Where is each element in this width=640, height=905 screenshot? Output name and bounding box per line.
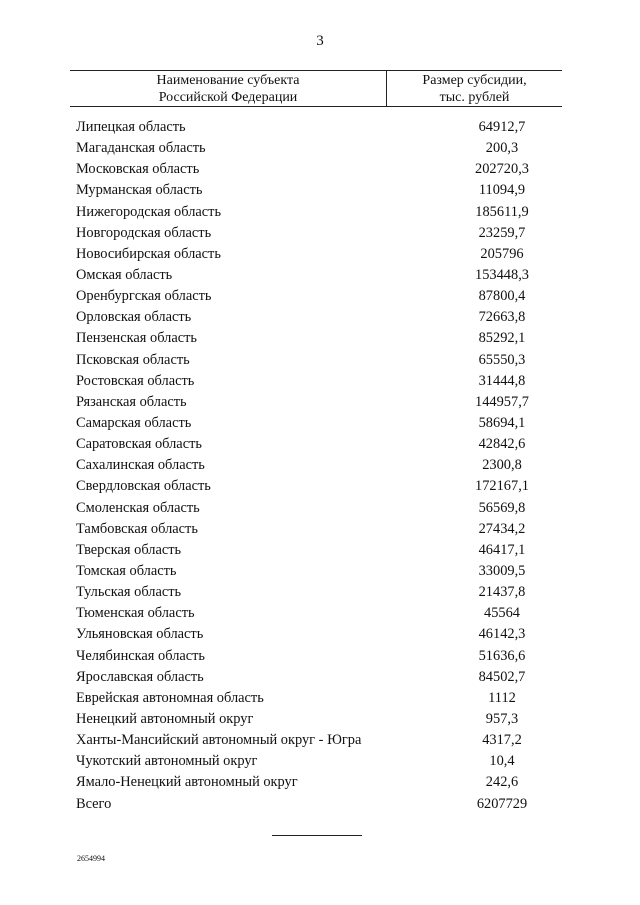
subsidy-amount: 202720,3 [475,161,529,178]
region-name: Ханты-Мансийский автономный округ - Югра [76,732,362,749]
subsidy-amount: 27434,2 [478,520,526,537]
table-row [0,138,640,159]
table-row [0,561,640,582]
region-name: Мурманская область [76,182,203,199]
region-name: Оренбургская область [76,288,212,305]
table-row [0,772,640,793]
header-region-name-line2: Российской Федерации [158,90,298,105]
table-body [0,117,640,815]
subsidy-amount: 51636,6 [478,647,526,664]
subsidy-amount: 144957,7 [475,393,529,410]
table-row [0,667,640,688]
table-row [0,519,640,540]
region-name: Чукотский автономный округ [76,753,258,770]
table-row [0,265,640,286]
region-name: Смоленская область [76,499,200,516]
table-row [0,328,640,349]
table-row [0,498,640,519]
table-row [0,434,640,455]
page-number: 3 [316,33,324,49]
subsidy-amount: 1112 [488,689,516,706]
table-row [0,794,640,815]
header-subsidy-amount-line2: тыс. рублей [439,90,510,105]
subsidy-amount: 4317,2 [482,732,522,749]
region-name: Липецкая область [76,119,186,135]
subsidy-amount: 45564 [484,605,520,622]
subsidy-amount: 46417,1 [478,541,526,558]
table-row [0,244,640,265]
region-name: Тверская область [76,541,182,558]
region-name: Омская область [76,266,173,283]
subsidy-amount: 21437,8 [478,584,526,601]
region-name: Новосибирская область [76,245,221,262]
subsidy-amount: 6207729 [476,795,528,812]
region-name: Самарская область [76,414,192,431]
region-name: Рязанская область [76,393,187,410]
end-of-document-rule [272,835,362,836]
table-row [0,371,640,392]
region-name: Ульяновская область [76,626,204,643]
table-row [0,624,640,645]
table-row [0,646,640,667]
table-row [0,307,640,328]
region-name: Тюменская область [76,605,195,622]
region-name: Ярославская область [76,668,204,685]
table-row [0,603,640,624]
subsidy-amount: 58694,1 [478,414,526,431]
region-name: Орловская область [76,309,192,326]
header-region-name-line1: Наименование субъекта [156,73,300,88]
subsidy-amount: 72663,8 [478,309,526,326]
region-name: Свердловская область [76,478,211,495]
subsidy-amount: 172167,1 [475,478,529,495]
subsidy-amount: 10,4 [489,753,515,770]
table-header-bottom-rule [70,106,562,107]
header-subsidy-amount-line1: Размер субсидии, [422,73,527,88]
table-row [0,709,640,730]
subsidy-amount: 23259,7 [478,224,526,241]
header-subsidy-amount [387,72,562,106]
region-name: Ямало-Ненецкий автономный округ [76,774,298,791]
table-row [0,751,640,772]
table-row [0,413,640,434]
region-name: Псковская область [76,351,190,368]
subsidy-amount: 153448,3 [475,266,529,283]
subsidy-amount: 85292,1 [478,330,526,347]
subsidy-amount: 64912,7 [478,119,526,135]
table-row [0,476,640,497]
region-name: Саратовская область [76,436,202,453]
region-name: Томская область [76,562,177,579]
table-row [0,392,640,413]
table-row [0,286,640,307]
table-row [0,223,640,244]
subsidy-amount: 46142,3 [478,626,526,643]
region-name: Еврейская автономная область [76,689,264,706]
table-row [0,730,640,751]
table-row [0,688,640,709]
region-name: Пензенская область [76,330,197,347]
table-top-rule [70,70,562,71]
subsidy-amount: 33009,5 [478,562,526,579]
subsidy-amount: 65550,3 [478,351,526,368]
region-name: Всего [76,795,112,812]
table-row [0,582,640,603]
subsidy-amount: 11094,9 [478,182,526,199]
table-row [0,159,640,180]
table-row [0,350,640,371]
table-row [0,117,640,138]
region-name: Тульская область [76,584,182,601]
table-row [0,202,640,223]
subsidy-amount: 205796 [480,245,524,262]
table-row [0,540,640,561]
subsidy-amount: 2300,8 [482,457,522,474]
subsidy-amount: 185611,9 [475,203,529,220]
subsidy-amount: 957,3 [485,710,519,727]
document-code: 2654994 [77,854,105,863]
header-region-name [70,72,386,106]
table-row [0,180,640,201]
region-name: Сахалинская область [76,457,205,474]
region-name: Московская область [76,161,200,178]
region-name: Ненецкий автономный округ [76,710,254,727]
subsidy-amount: 87800,4 [478,288,526,305]
subsidy-amount: 42842,6 [478,436,526,453]
subsidy-amount: 200,3 [485,140,519,157]
region-name: Нижегородская область [76,203,222,220]
subsidy-amount: 84502,7 [478,668,526,685]
region-name: Магаданская область [76,140,206,157]
region-name: Ростовская область [76,372,195,389]
subsidy-amount: 56569,8 [478,499,526,516]
subsidy-amount: 242,6 [485,774,519,791]
region-name: Челябинская область [76,647,205,664]
region-name: Новгородская область [76,224,212,241]
table-row [0,455,640,476]
region-name: Тамбовская область [76,520,198,537]
subsidy-amount: 31444,8 [478,372,526,389]
